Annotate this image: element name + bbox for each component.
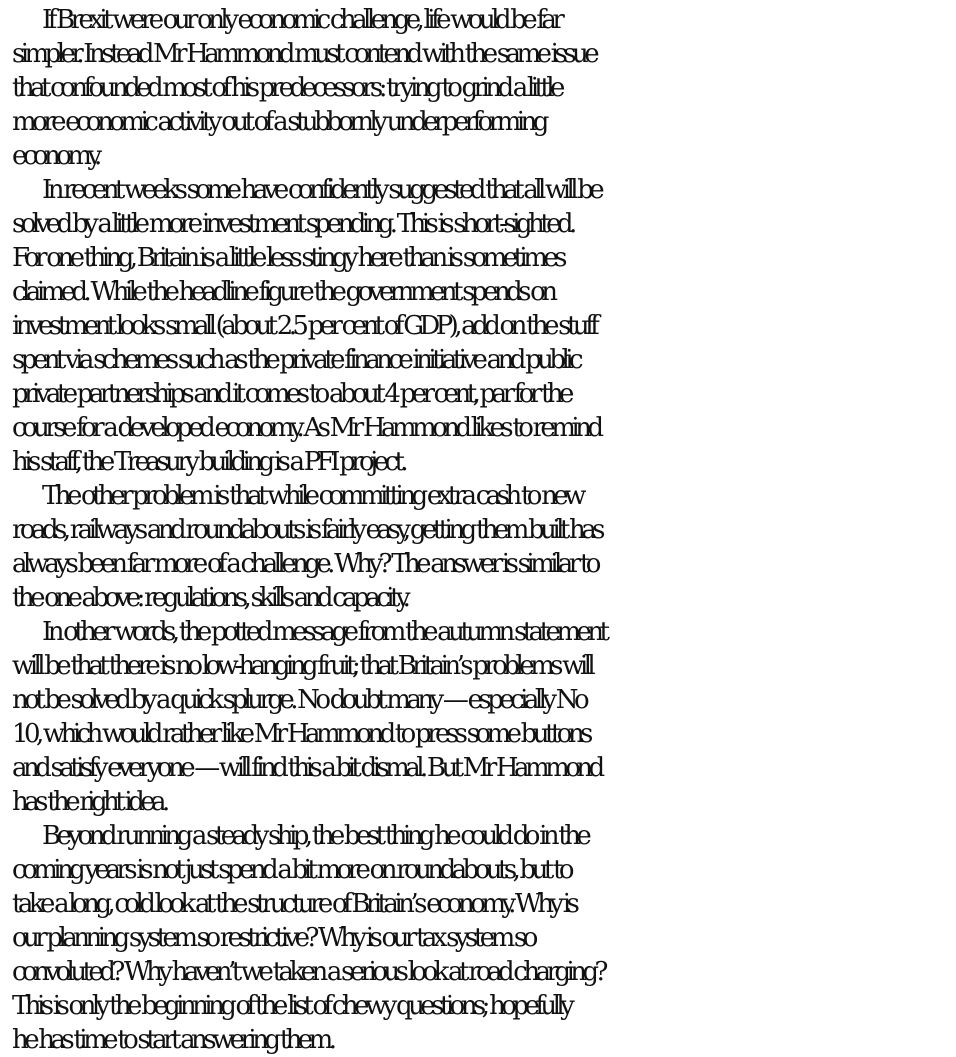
text-line: that confounded most of his predecessors: trying to grind a little (12, 73, 561, 103)
paragraph-4 (12, 615, 956, 819)
paragraph-3 (12, 479, 956, 615)
text-line: In other words, the potted message from the autumn statement (42, 617, 606, 647)
text-line: our planning system so restrictive? Why is our tax system so (12, 923, 534, 953)
text-line: For one thing, Britain is a little less stingy here than is sometimes (12, 243, 563, 273)
text-line: 10, which would rather like Mr Hammond to press some buttons (12, 719, 589, 749)
text-line: This is only the beginning of the list of chewy questions; hopefully (12, 991, 571, 1021)
text-line: coming years is not just spend a bit more on roundabouts, but to (12, 855, 570, 885)
paragraph-5 (12, 819, 956, 1057)
text-line: solved by a little more investment spending. This is short-sighted. (12, 209, 573, 239)
text-line: always been far more of a challenge. Why? The answer is similar to (12, 549, 597, 579)
text-line: course for a developed economy. As Mr Hammond likes to remind (12, 413, 600, 443)
text-line: simpler. Instead Mr Hammond must contend with the same issue (12, 39, 596, 69)
text-line: the one above: regulations, skills and capacity. (12, 583, 407, 613)
text-line: private partnerships and it comes to about 4 per cent, par for the (12, 379, 570, 409)
text-line: economy. (12, 141, 98, 171)
text-line: has the right idea. (12, 787, 166, 817)
text-line: claimed. While the headline figure the government spends on (12, 277, 554, 307)
text-line: investment looks small (about 2.5 per cent of GDP), add on the stuff (12, 311, 596, 341)
text-line: he has time to start answering them. (12, 1025, 333, 1055)
text-line: and satisfy everyone — will find this a bit dismal. But Mr Hammond (12, 753, 601, 783)
text-line: take a long, cold look at the structure of Britain’s economy. Why is (12, 889, 576, 919)
text-line: If Brexit were our only economic challenge, life would be far (42, 5, 561, 35)
text-line: The other problem is that while committing extra cash to new (42, 481, 582, 511)
text-line: his staff, the Treasury building is a PFI project. (12, 447, 405, 477)
text-line: Beyond running a steady ship, the best thing he could do in the (42, 821, 588, 851)
text-line: more economic activity out of a stubbornly underperforming (12, 107, 545, 137)
paragraph-1 (12, 3, 956, 173)
text-line: In recent weeks some have confidently suggested that all will be (42, 175, 601, 205)
text-line: roads, railways and roundabouts is fairly easy, getting them built has (12, 515, 601, 545)
text-line: will be that there is no low-hanging fruit; that Britain’s problems will (12, 651, 592, 681)
text-line: not be solved by a quick splurge. No doubt many — especially No (12, 685, 586, 715)
text-line: spent via schemes such as the private finance initiative and public (12, 345, 579, 375)
paragraph-2 (12, 173, 956, 479)
text-line: convoluted? Why haven’t we taken a serious look at road charging? (12, 957, 604, 987)
